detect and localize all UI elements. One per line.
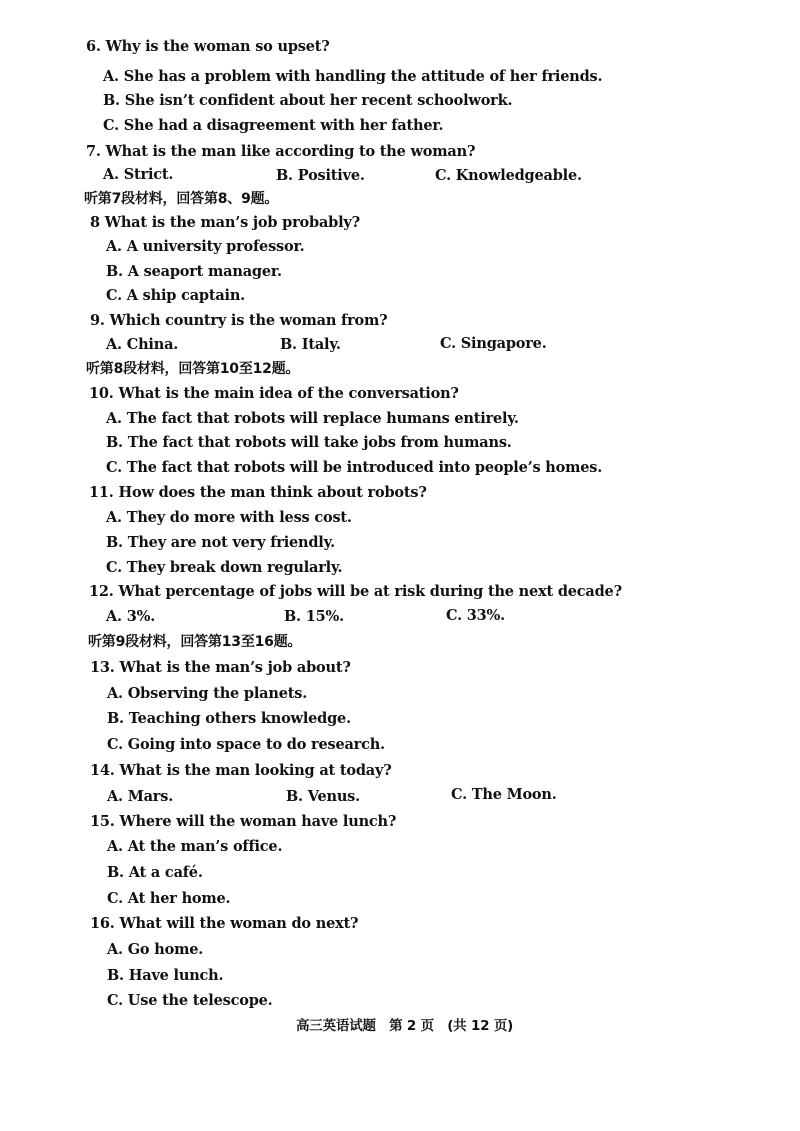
section-heading: 听第9段材料，回答第13至16题。 (88, 634, 302, 650)
page-footer: 高三英语试题 第 2 页 (共 12 页) (296, 1018, 514, 1034)
question-stem: 13. What is the man’s job about? (90, 659, 351, 676)
option-a: A. Mars. (107, 788, 174, 805)
option-b: B. Have lunch. (107, 967, 224, 984)
section-heading: 听第7段材料，回答第8、9题。 (84, 191, 279, 207)
option-b: B. Italy. (280, 336, 341, 353)
option-a: A. The fact that robots will replace humans entirely. (106, 410, 519, 427)
option-b: B. 15%. (284, 608, 344, 625)
option-c: C. Singapore. (440, 335, 547, 352)
option-b: B. She isn’t confident about her recent schoolwork. (103, 92, 513, 109)
question-stem: 9. Which country is the woman from? (90, 312, 388, 329)
option-c: C. 33%. (446, 607, 505, 624)
option-c: C. Going into space to do research. (107, 736, 385, 753)
question-stem: 14. What is the man looking at today? (90, 762, 392, 779)
option-b: B. A seaport manager. (106, 263, 282, 280)
question-stem: 11. How does the man think about robots? (89, 484, 427, 501)
option-a: A. China. (106, 336, 179, 353)
option-a: A. Go home. (107, 941, 204, 958)
question-stem: 15. Where will the woman have lunch? (90, 813, 397, 830)
option-c: C. Knowledgeable. (435, 167, 582, 184)
question-stem: 8 What is the man’s job probably? (90, 214, 360, 231)
option-a: A. At the man’s office. (107, 838, 283, 855)
question-stem: 16. What will the woman do next? (90, 915, 359, 932)
option-c: C. She had a disagreement with her father. (103, 117, 444, 134)
question-stem: 12. What percentage of jobs will be at risk during the next decade? (89, 583, 622, 600)
option-c: C. The Moon. (451, 786, 557, 803)
option-b: B. The fact that robots will take jobs from humans. (106, 434, 512, 451)
option-a: A. Observing the planets. (107, 685, 308, 702)
option-b: B. Venus. (286, 788, 360, 805)
question-stem: 10. What is the main idea of the conversation? (89, 385, 459, 402)
option-c: C. They break down regularly. (106, 559, 343, 576)
option-c: C. A ship captain. (106, 287, 246, 304)
question-stem: 7. What is the man like according to the woman? (86, 143, 476, 160)
question-stem: 6. Why is the woman so upset? (86, 38, 330, 55)
option-b: B. At a café. (107, 864, 203, 881)
option-a: A. They do more with less cost. (106, 509, 352, 526)
option-a: A. A university professor. (106, 238, 305, 255)
option-c: C. At her home. (107, 890, 231, 907)
option-b: B. Positive. (276, 167, 365, 184)
option-b: B. They are not very friendly. (106, 534, 336, 551)
option-c: C. The fact that robots will be introduced into people’s homes. (106, 459, 603, 476)
option-a: A. She has a problem with handling the attitude of her friends. (103, 68, 603, 85)
option-a: A. Strict. (103, 166, 174, 183)
option-b: B. Teaching others knowledge. (107, 710, 351, 727)
option-c: C. Use the telescope. (107, 992, 273, 1009)
option-a: A. 3%. (106, 608, 156, 625)
section-heading: 听第8段材料，回答第10至12题。 (86, 361, 300, 377)
